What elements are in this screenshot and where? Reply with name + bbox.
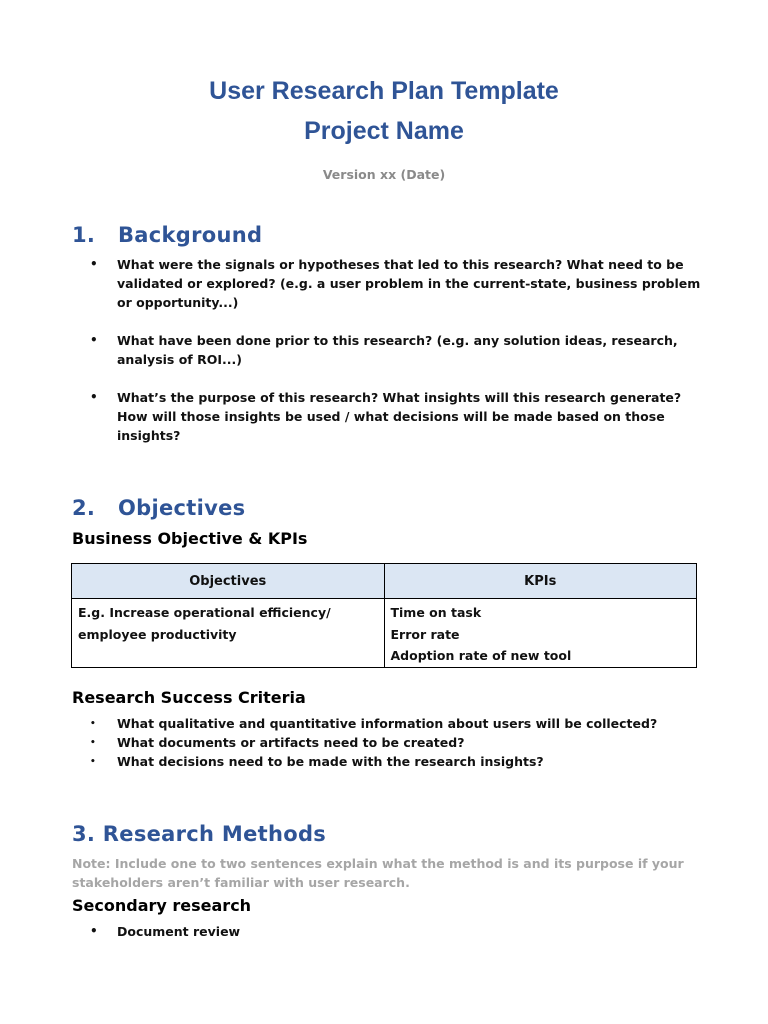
version-label: Version xx (Date) bbox=[322, 167, 446, 182]
kpi-line: Adoption rate of new tool bbox=[390, 648, 572, 663]
list-item bbox=[90, 388, 710, 445]
document-title: User Research Plan Template bbox=[209, 77, 559, 105]
success-criteria-heading: Research Success Criteria bbox=[72, 688, 306, 707]
kpi-line: Error rate bbox=[390, 626, 460, 642]
background-bullet-list bbox=[90, 255, 710, 464]
bullet-icon: • bbox=[90, 390, 98, 404]
bullet-icon: • bbox=[90, 924, 98, 938]
list-item-text: What were the signals or hypotheses that led to this research? What need to be validated or explored? (e.g. a user problem in the current-state, business problem or opportunity...) bbox=[117, 257, 701, 310]
objective-cell bbox=[72, 599, 385, 668]
business-objective-heading: Business Objective & KPIs bbox=[72, 529, 308, 548]
success-criteria-list bbox=[90, 714, 710, 771]
secondary-research-heading: Secondary research bbox=[72, 896, 252, 915]
kpi-cell bbox=[384, 599, 697, 668]
section-number: 1. bbox=[72, 223, 96, 247]
list-item bbox=[90, 752, 710, 771]
list-item-text: What have been done prior to this research? (e.g. any solution ideas, research, analysis of ROI...) bbox=[117, 333, 678, 367]
section-number: 2. bbox=[72, 496, 96, 520]
column-header-objectives: Objectives bbox=[72, 564, 385, 599]
list-item bbox=[90, 255, 710, 312]
methods-note: Note: Include one to two sentences explain what the method is and its purpose if your stakeholders aren’t familiar with user research. bbox=[72, 856, 684, 890]
bullet-icon: • bbox=[90, 719, 96, 729]
list-item bbox=[90, 714, 710, 733]
research-methods-heading: 3. Research Methods bbox=[72, 822, 327, 846]
table-row bbox=[72, 599, 697, 668]
project-name-title: Project Name bbox=[304, 117, 464, 145]
table-header-row bbox=[72, 564, 697, 599]
list-item-text: Document review bbox=[117, 924, 241, 939]
background-heading bbox=[72, 222, 262, 248]
list-item bbox=[90, 331, 710, 369]
objective-line: employee productivity bbox=[78, 626, 237, 642]
list-item bbox=[90, 733, 710, 752]
list-item-text: What documents or artifacts need to be created? bbox=[117, 735, 465, 750]
bullet-icon: • bbox=[90, 257, 98, 271]
list-item-text: What’s the purpose of this research? What insights will this research generate? How will those insights be used / what decisions will be made based on those insights? bbox=[117, 390, 682, 443]
objective-line: E.g. Increase operational efficiency/ bbox=[78, 605, 331, 620]
list-item-text: What qualitative and quantitative information about users will be collected? bbox=[117, 716, 658, 731]
column-header-kpis: KPIs bbox=[384, 564, 697, 599]
bullet-icon: • bbox=[90, 738, 96, 748]
bullet-icon: • bbox=[90, 333, 98, 347]
bullet-icon: • bbox=[90, 757, 96, 767]
section-title: Background bbox=[118, 223, 263, 247]
kpi-line: Time on task bbox=[390, 605, 482, 620]
list-item-text: What decisions need to be made with the research insights? bbox=[117, 754, 544, 769]
list-item bbox=[90, 922, 710, 941]
objectives-kpi-table bbox=[71, 563, 697, 668]
secondary-research-list bbox=[90, 922, 710, 941]
section-title: Objectives bbox=[118, 496, 246, 520]
objectives-heading bbox=[72, 495, 245, 521]
